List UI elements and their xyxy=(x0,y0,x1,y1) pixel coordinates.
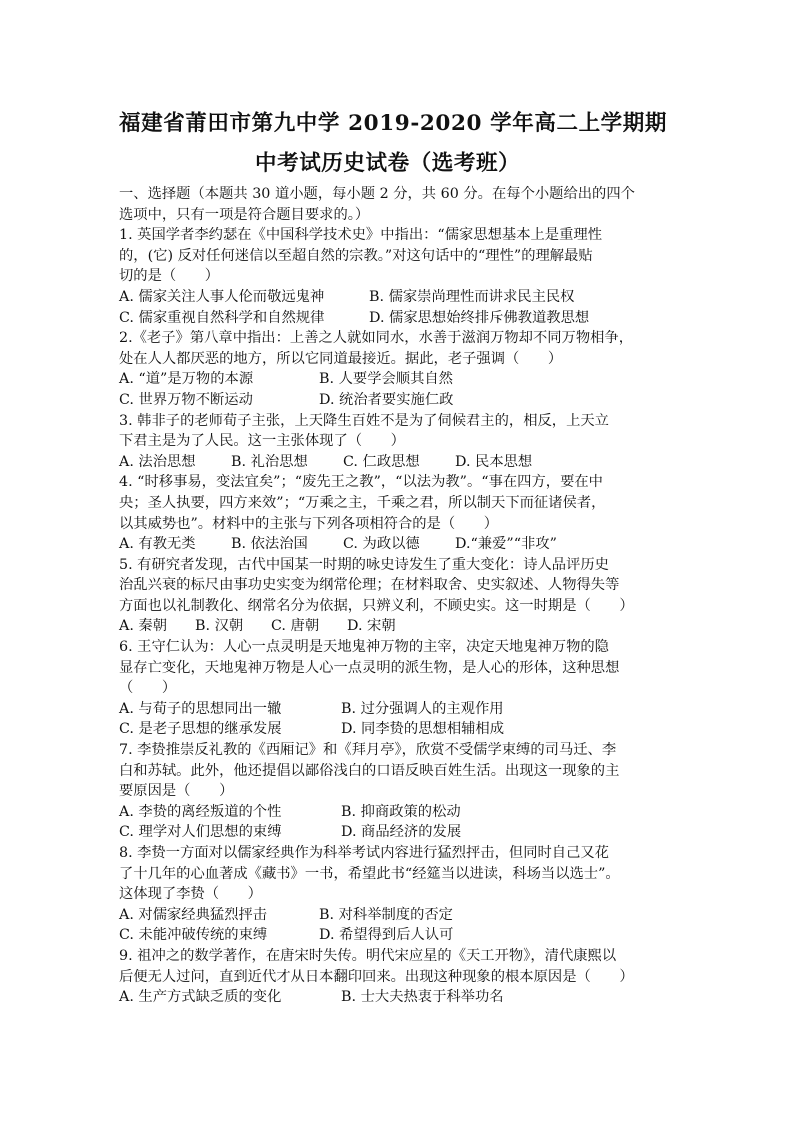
question-stem-line: 2.《老子》第八章中指出：上善之人就如同水，水善于滋润万物却不同万物相争， xyxy=(119,330,634,347)
question-stem-line: 4. “时移事易，变法宜矣”；“废先王之教”，“以法为教”。“事在四方，要在中 xyxy=(119,474,603,491)
question-stem-line: 5. 有研究者发现，古代中国某一时期的咏史诗发生了重大变化：诗人品评历史 xyxy=(119,556,609,573)
question-6 xyxy=(119,637,679,740)
option-row xyxy=(119,616,679,637)
question-stem-line: 了十几年的心血著成《藏书》一书，希望此书“经筵当以进读，科场当以选士”。 xyxy=(119,865,620,882)
option-a: A. 李贽的离经叛道的个性 xyxy=(119,803,282,820)
option-a: A. 秦朝 xyxy=(119,618,168,635)
option-b: B. 礼治思想 xyxy=(231,453,308,470)
question-2 xyxy=(119,328,679,410)
question-5 xyxy=(119,555,679,637)
option-d: D.“兼爱”“非攻” xyxy=(455,536,557,553)
option-d: D. 宋朝 xyxy=(347,618,396,635)
option-c: C. 理学对人们思想的束缚 xyxy=(119,824,282,841)
question-4 xyxy=(119,472,679,554)
option-c: C. 仁政思想 xyxy=(343,453,420,470)
exam-body xyxy=(119,184,679,1008)
exam-title-line-1: 福建省莆田市第九中学 2019-2020 学年高二上学期期 xyxy=(119,111,667,136)
option-row xyxy=(119,390,679,411)
option-row xyxy=(119,699,679,720)
option-c: C. 为政以德 xyxy=(343,536,420,553)
question-stem-line: 1. 英国学者李约瑟在《中国科学技术史》中指出：“儒家思想基本上是重理性 xyxy=(119,227,602,244)
option-c: C. 世界万物不断运动 xyxy=(119,391,253,408)
question-1 xyxy=(119,225,679,328)
option-row xyxy=(119,287,679,308)
question-stem-line: 3. 韩非子的老师荀子主张，上天降生百姓不是为了伺候君主的，相反，上天立 xyxy=(119,412,609,429)
option-b: B. 儒家崇尚理性而讲求民主民权 xyxy=(369,288,575,305)
option-a: A. 有教无类 xyxy=(119,536,196,553)
option-row xyxy=(119,369,679,390)
question-stem-line: 白和苏轼。此外，他还提倡以鄙俗浅白的口语反映百姓生活。出现这一现象的主 xyxy=(119,762,620,779)
option-row xyxy=(119,802,679,823)
question-stem-line: 6. 王守仁认为：人心一点灵明是天地鬼神万物的主宰，决定天地鬼神万物的隐 xyxy=(119,639,609,656)
question-stem-line: 处在人人都厌恶的地方，所以它同道最接近。据此，老子强调（ ） xyxy=(119,350,563,367)
question-stem-line: 以其威势也”。材料中的主张与下列各项相符合的是（ ） xyxy=(119,515,499,532)
question-stem-line: （ ） xyxy=(119,680,177,697)
question-stem-line: 9. 祖冲之的数学著作，在唐宋时失传。明代宋应星的《天工开物》，清代康熙以 xyxy=(119,947,617,964)
option-a: A. 法治思想 xyxy=(119,453,196,470)
option-row xyxy=(119,987,679,1008)
option-c: C. 未能冲破传统的束缚 xyxy=(119,927,268,944)
option-row xyxy=(119,719,679,740)
question-stem-line: 下君主是为了人民。这一主张体现了（ ） xyxy=(119,433,405,450)
question-8 xyxy=(119,843,679,946)
question-stem-line: 切的是（ ） xyxy=(119,268,220,285)
option-d: D. 统治者要实施仁政 xyxy=(319,391,454,408)
question-stem-line: 治乱兴衰的标尺由事功史实变为纲常伦理；在材料取舍、史实叙述、人物得失等 xyxy=(119,577,620,594)
option-b: B. 汉朝 xyxy=(195,618,244,635)
option-d: D. 希望得到后人认可 xyxy=(319,927,454,944)
option-row xyxy=(119,534,679,555)
option-b: B. 过分强调人的主观作用 xyxy=(341,700,504,717)
question-stem-line: 要原因是（ ） xyxy=(119,783,234,800)
option-d: D. 民本思想 xyxy=(455,453,533,470)
option-b: B. 抑商政策的松动 xyxy=(341,803,461,820)
question-stem-line: 显存亡变化，天地鬼神万物是人心一点灵明的派生物，是人心的形体，这种思想 xyxy=(119,659,620,676)
option-a: A. “道”是万物的本源 xyxy=(119,371,254,388)
question-stem-line: 方面也以礼制教化、纲常名分为依据，只辨义利，不顾史实。这一时期是（ ） xyxy=(119,597,634,614)
option-d: D. 商品经济的发展 xyxy=(341,824,462,841)
question-stem-line: 7. 李贽推崇反礼教的《西厢记》和《拜月亭》，欣赏不受儒学束缚的司马迁、李 xyxy=(119,742,617,759)
option-c: C. 是老子思想的继承发展 xyxy=(119,721,282,738)
option-row xyxy=(119,308,679,329)
option-row xyxy=(119,452,679,473)
exam-page xyxy=(119,104,679,1008)
option-c: C. 唐朝 xyxy=(271,618,320,635)
question-stem-line: 这体现了李贽（ ） xyxy=(119,886,262,903)
option-b: B. 依法治国 xyxy=(231,536,308,553)
option-b: B. 对科举制度的否定 xyxy=(319,906,453,923)
option-row xyxy=(119,822,679,843)
option-row xyxy=(119,905,679,926)
question-stem-line: 后便无人过问，直到近代才从日本翻印回来。出现这种现象的根本原因是（ ） xyxy=(119,968,634,985)
section-heading-line: 选项中，只有一项是符合题目要求的。） xyxy=(119,206,370,223)
question-stem-line: 的，(它) 反对任何迷信以至超自然的宗教。”对这句话中的“理性”的理解最贴 xyxy=(119,247,593,264)
question-9 xyxy=(119,946,679,1008)
option-row xyxy=(119,925,679,946)
option-a: A. 与荀子的思想同出一辙 xyxy=(119,700,282,717)
option-d: D. 儒家思想始终排斥佛教道教思想 xyxy=(369,309,590,326)
section-heading-line: 一、选择题（本题共 30 道小题，每小题 2 分，共 60 分。在每个小题给出的四个 xyxy=(119,186,635,202)
question-7 xyxy=(119,740,679,843)
option-a: A. 对儒家经典猛烈抨击 xyxy=(119,906,268,923)
option-a: A. 生产方式缺乏质的变化 xyxy=(119,989,282,1006)
option-b: B. 人要学会顺其自然 xyxy=(319,371,453,388)
exam-title-line-2: 中考试历史试卷（选考班） xyxy=(255,151,521,176)
question-stem-line: 8. 李贽一方面对以儒家经典作为科举考试内容进行猛烈抨击，但同时自己又花 xyxy=(119,845,609,861)
option-a: A. 儒家关注人事人伦而敬远鬼神 xyxy=(119,288,325,305)
question-3 xyxy=(119,411,679,473)
option-d: D. 同李贽的思想相辅相成 xyxy=(341,721,505,738)
option-b: B. 士大夫热衷于科举功名 xyxy=(341,989,504,1006)
question-stem-line: 央；圣人执要，四方来效”；“万乘之主，千乘之君，所以制天下而征诸侯者， xyxy=(119,494,606,511)
option-c: C. 儒家重视自然科学和自然规律 xyxy=(119,309,325,326)
